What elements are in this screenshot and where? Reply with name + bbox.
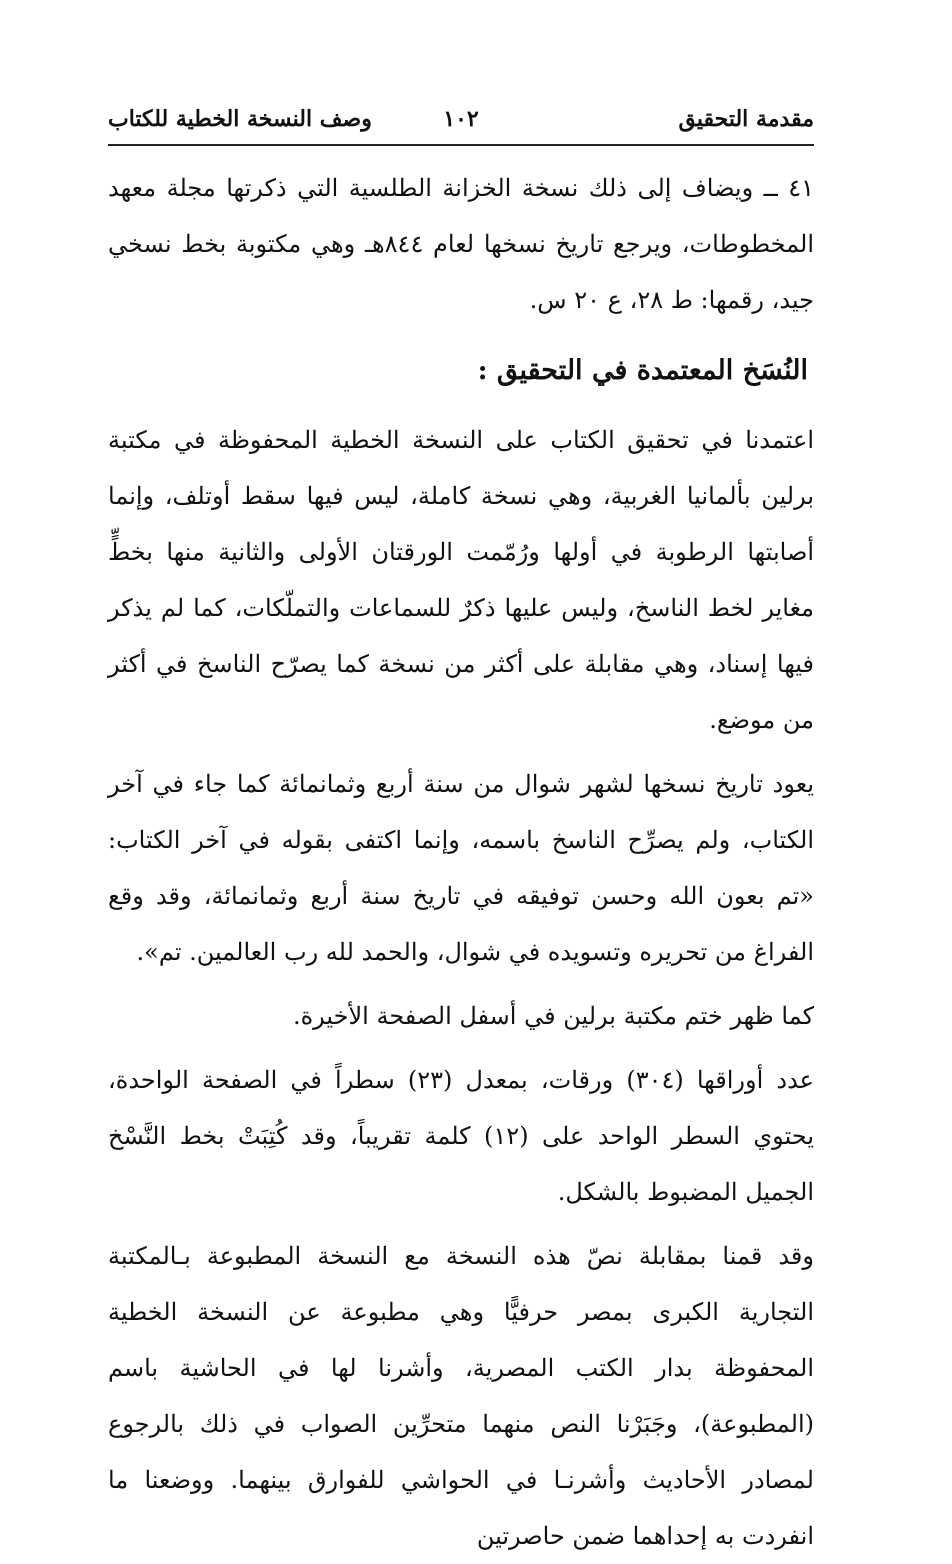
header-section-title: مقدمة التحقيق (678, 106, 814, 132)
paragraph-manuscript-41: ٤١ ــ ويضاف إلى ذلك نسخة الخزانة الطلسية التي ذكرتها مجلة معهد المخطوطات، ويرجع تاريخ نسخها لعام ٨٤٤هـ وهي مكتوبة بخط نسخي جيد، رقمها: ط ٢٨، ع ٢٠ س. (108, 174, 814, 314)
paragraph-collation: وقد قمنا بمقابلة نصّ هذه النسخة مع النسخة المطبوعة بـالمكتبة التجارية الكبرى بمصر حرفيًّا وهي مطبوعة عن النسخة الخطية المحفوظة بدار الكتب المصرية، وأشرنا لها في الحاشية باسم (المطبوعة)، وجَبَرْنا النص منهما متحرِّين الصواب في ذلك بالرجوع لمصادر الأحاديث وأشرنـا في الحواشي للفوارق بينهما. ووضعنا ما انفردت به إحداهما ضمن حاصرتين (108, 1242, 814, 1550)
paragraph-copy-date: يعود تاريخ نسخها لشهر شوال من سنة أربع وثمانمائة كما جاء في آخر الكتاب، ولم يصرِّح الناسخ باسمه، وإنما اكتفى بقوله في آخر الكتاب: «تم بعون الله وحسن توفيقه في تاريخ سنة أربع وثمانمائة، وقد وقع الفراغ من تحريره وتسويده في شوال، والحمد لله رب العالمين. تم». (108, 770, 814, 966)
page-number: ١٠٢ (443, 106, 479, 132)
paragraph-seal: كما ظهر ختم مكتبة برلين في أسفل الصفحة الأخيرة. (292, 1002, 814, 1030)
paragraph-folio-count: عدد أوراقها (٣٠٤) ورقات، بمعدل (٢٣) سطراً في الصفحة الواحدة، يحتوي السطر الواحد على (١٢) كلمة تقريباً، وقد كُتِبَتْ بخط النَّسْخ الجميل المضبوط بالشكل. (108, 1066, 814, 1206)
header-chapter-title: وصف النسخة الخطية للكتاب (108, 106, 372, 132)
book-page (108, 100, 814, 1564)
section-heading: النُسَخ المعتمدة في التحقيق : (477, 355, 808, 386)
paragraph-berlin-copy: اعتمدنا في تحقيق الكتاب على النسخة الخطية المحفوظة في مكتبة برلين بألمانيا الغربية، وهي نسخة كاملة، ليس فيها سقط أوتلف، وإنما أصابتها الرطوبة في أولها ورُمّمت الورقتان الأولى والثانية منها بخطٍّ مغاير لخط الناسخ، وليس عليها ذكرٌ للسماعات والتملّكات، كما لم يذكر فيها إسناد، وهي مقابلة على أكثر من نسخة كما يصرّح الناسخ في أكثر من موضع. (108, 426, 814, 734)
running-header (108, 100, 814, 146)
page-body (108, 160, 814, 1564)
